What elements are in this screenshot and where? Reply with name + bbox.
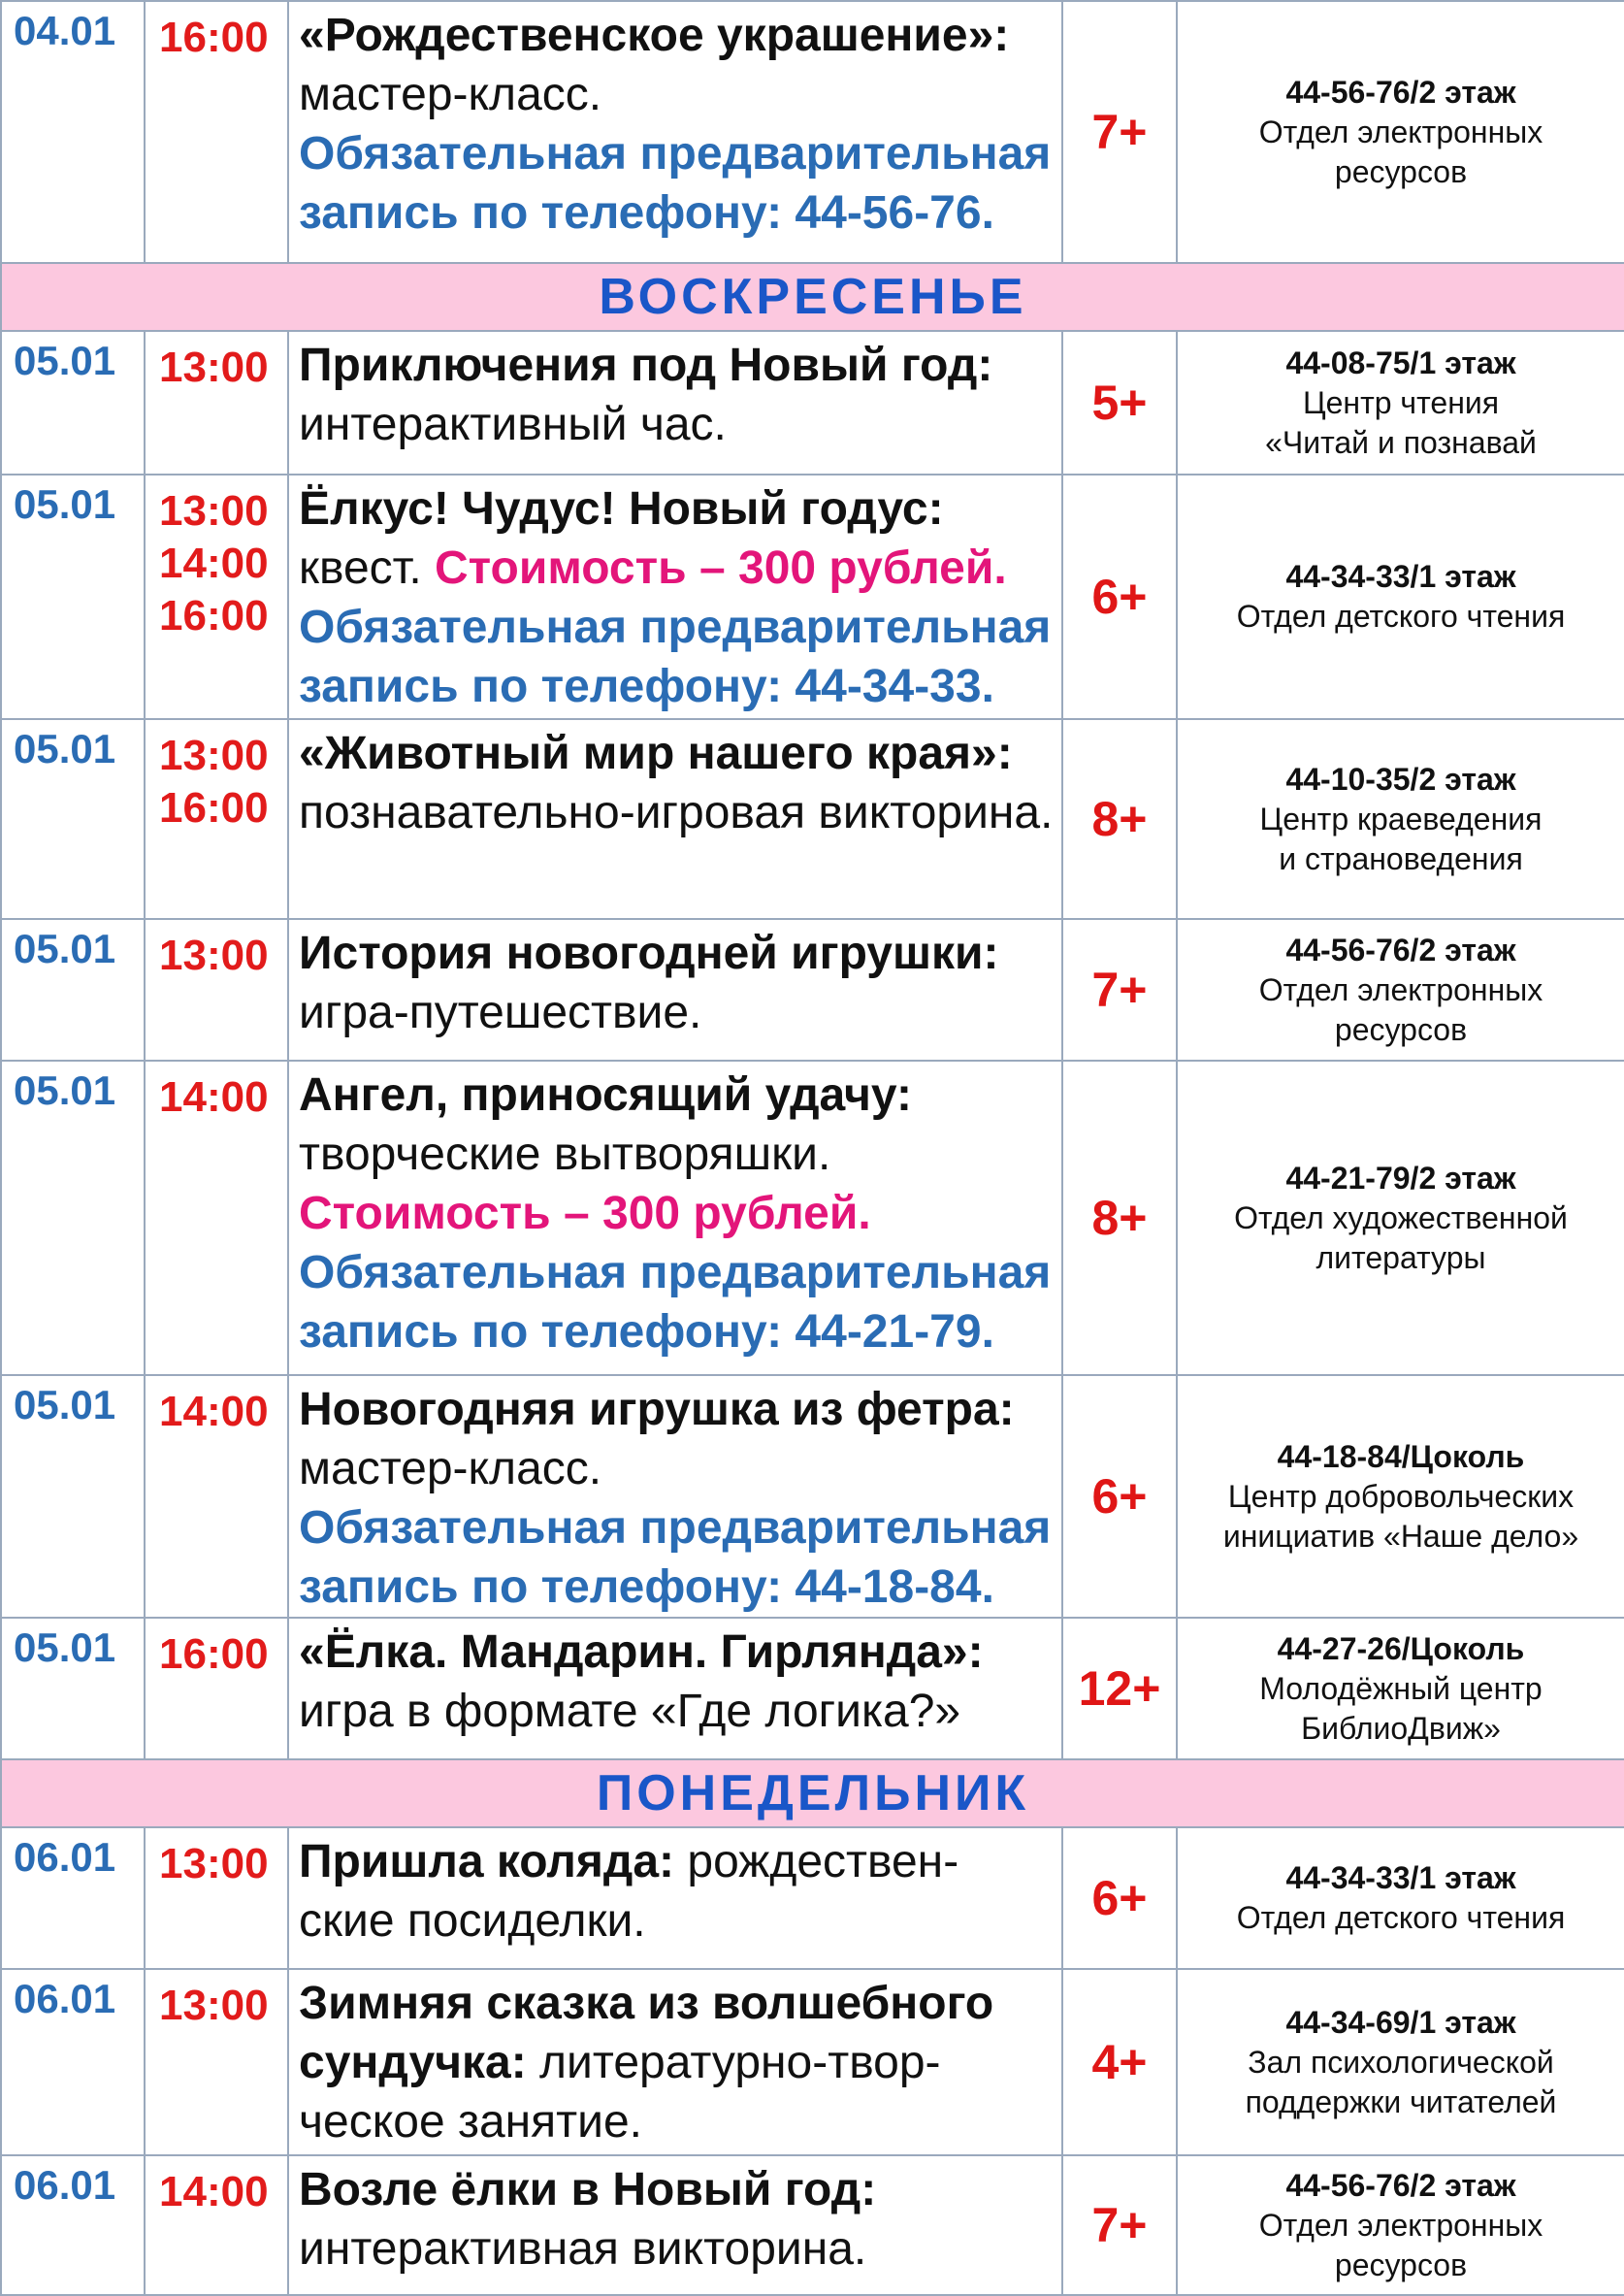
event-contact (1177, 1618, 1624, 1759)
event-time: 14:00 (159, 2168, 269, 2215)
event-date: 05.01 (1, 919, 145, 1061)
event-time: 16:00 (159, 14, 269, 61)
department-name: Отдел детского чтения (1236, 1900, 1566, 1935)
event-date: 06.01 (1, 1969, 145, 2155)
event-format: рождествен-ские посиделки. (299, 1836, 959, 1947)
day-header-row (1, 1759, 1624, 1827)
age-rating: 7+ (1062, 1, 1177, 263)
event-format: познавательно-игровая викторина. (299, 787, 1054, 838)
contact-phone: 44-56-76/2 этаж (1285, 74, 1516, 110)
event-price: Стоимость – 300 рублей. (435, 542, 1007, 594)
event-contact (1177, 1969, 1624, 2155)
contact-phone: 44-34-69/1 этаж (1285, 2004, 1516, 2040)
age-rating: 4+ (1062, 1969, 1177, 2155)
event-description (288, 1618, 1062, 1759)
event-contact (1177, 1, 1624, 263)
event-description (288, 475, 1062, 719)
event-date: 04.01 (1, 1, 145, 263)
age-rating: 8+ (1062, 1061, 1177, 1375)
event-times (145, 1969, 288, 2155)
event-description (288, 1375, 1062, 1618)
event-times (145, 1375, 288, 1618)
event-contact (1177, 1375, 1624, 1618)
event-title: Ёлкус! Чудус! Новый годус: (299, 483, 944, 535)
event-title: Новогодняя игрушка из фетра: (299, 1384, 1015, 1435)
department-name: Центр добровольческих инициатив «Наше дело» (1222, 1478, 1579, 1554)
event-row (1, 1375, 1624, 1618)
event-times (145, 2155, 288, 2295)
contact-phone: 44-34-33/1 этаж (1285, 559, 1516, 594)
event-title: «Ёлка. Мандарин. Гирлянда»: (299, 1626, 984, 1678)
department-name: Отдел художественной литературы (1234, 1199, 1568, 1275)
event-row (1, 919, 1624, 1061)
event-date: 06.01 (1, 2155, 145, 2295)
event-title: Приключения под Новый год: (299, 340, 993, 391)
department-name: Молодёжный центр БиблиоДвиж» (1259, 1670, 1543, 1746)
event-times (145, 475, 288, 719)
event-time: 13:00 (159, 732, 269, 779)
event-contact (1177, 331, 1624, 475)
event-date: 05.01 (1, 1061, 145, 1375)
event-description (288, 719, 1062, 919)
event-format: игра-путешествие. (299, 987, 702, 1038)
day-header-row (1, 263, 1624, 331)
event-date: 05.01 (1, 719, 145, 919)
department-name: Центр краеведения и страноведения (1259, 801, 1543, 876)
age-rating: 6+ (1062, 475, 1177, 719)
event-contact (1177, 719, 1624, 919)
department-name: Центр чтения «Читай и познавай (1265, 384, 1537, 460)
event-row (1, 475, 1624, 719)
event-description (288, 1827, 1062, 1969)
age-rating: 6+ (1062, 1827, 1177, 1969)
contact-phone: 44-21-79/2 этаж (1285, 1160, 1516, 1196)
event-time: 14:00 (159, 1073, 269, 1121)
event-format: литературно-твор-ческое занятие. (299, 2037, 941, 2148)
event-description (288, 1969, 1062, 2155)
event-row (1, 1969, 1624, 2155)
event-title: Ангел, приносящий удачу: (299, 1069, 912, 1121)
event-times (145, 1061, 288, 1375)
event-time: 13:00 (159, 1982, 269, 2029)
event-contact (1177, 1061, 1624, 1375)
event-row (1, 1061, 1624, 1375)
event-times (145, 331, 288, 475)
event-description (288, 1, 1062, 263)
event-contact (1177, 1827, 1624, 1969)
event-date: 05.01 (1, 1375, 145, 1618)
event-row (1, 1, 1624, 263)
event-format: творческие вытворяшки. (299, 1129, 831, 1180)
event-row (1, 2155, 1624, 2295)
event-time: 16:00 (159, 784, 269, 832)
event-title: Зимняя сказка из волшебного сундучка: (299, 1978, 994, 2088)
event-row (1, 331, 1624, 475)
event-format: интерактивная викторина. (299, 2223, 867, 2275)
event-description (288, 331, 1062, 475)
event-time: 16:00 (159, 1630, 269, 1678)
contact-phone: 44-08-75/1 этаж (1285, 344, 1516, 380)
event-title: «Рождественское украшение»: (299, 10, 1010, 61)
event-date: 05.01 (1, 331, 145, 475)
contact-phone: 44-56-76/2 этаж (1285, 932, 1516, 968)
registration-note: Обязательная предварительная запись по телефону: 44-21-79. (299, 1247, 1052, 1358)
event-format: мастер-класс. (299, 1443, 602, 1494)
event-row (1, 719, 1624, 919)
event-date: 05.01 (1, 1618, 145, 1759)
event-times (145, 919, 288, 1061)
event-title: История новогодней игрушки: (299, 928, 999, 979)
contact-phone: 44-10-35/2 этаж (1285, 761, 1516, 797)
event-contact (1177, 475, 1624, 719)
event-date: 05.01 (1, 475, 145, 719)
age-rating: 5+ (1062, 331, 1177, 475)
event-time: 13:00 (159, 932, 269, 979)
department-name: Отдел электронных ресурсов (1258, 114, 1543, 189)
event-description (288, 1061, 1062, 1375)
contact-phone: 44-56-76/2 этаж (1285, 2167, 1516, 2203)
age-rating: 7+ (1062, 2155, 1177, 2295)
day-header: ВОСКРЕСЕНЬЕ (1, 263, 1624, 331)
department-name: Отдел детского чтения (1236, 599, 1566, 634)
event-times (145, 719, 288, 919)
event-format: квест. (299, 542, 422, 594)
event-title: Пришла коляда: (299, 1836, 675, 1887)
event-description (288, 919, 1062, 1061)
contact-phone: 44-27-26/Цоколь (1277, 1630, 1525, 1666)
event-contact (1177, 2155, 1624, 2295)
age-rating: 6+ (1062, 1375, 1177, 1618)
event-time: 13:00 (159, 487, 269, 535)
age-rating: 7+ (1062, 919, 1177, 1061)
event-time: 14:00 (159, 540, 269, 587)
event-format: игра в формате «Где логика?» (299, 1686, 961, 1737)
event-time: 13:00 (159, 344, 269, 391)
event-title: «Животный мир нашего края»: (299, 728, 1013, 779)
department-name: Зал психологической поддержки читателей (1245, 2044, 1557, 2119)
event-title: Возле ёлки в Новый год: (299, 2164, 877, 2215)
event-format: мастер-класс. (299, 69, 602, 120)
event-row (1, 1618, 1624, 1759)
event-format: интерактивный час. (299, 399, 727, 450)
event-time: 14:00 (159, 1388, 269, 1435)
event-times (145, 1827, 288, 1969)
registration-note: Обязательная предварительная запись по телефону: 44-56-76. (299, 128, 1052, 239)
event-time: 13:00 (159, 1840, 269, 1887)
event-date: 06.01 (1, 1827, 145, 1969)
registration-note: Обязательная предварительная запись по телефону: 44-34-33. (299, 602, 1052, 712)
event-times (145, 1618, 288, 1759)
event-contact (1177, 919, 1624, 1061)
contact-phone: 44-18-84/Цоколь (1277, 1438, 1525, 1474)
schedule-body (1, 1, 1624, 2295)
age-rating: 8+ (1062, 719, 1177, 919)
event-times (145, 1, 288, 263)
event-price: Стоимость – 300 рублей. (299, 1188, 871, 1239)
age-rating: 12+ (1062, 1618, 1177, 1759)
contact-phone: 44-34-33/1 этаж (1285, 1860, 1516, 1895)
day-header: ПОНЕДЕЛЬНИК (1, 1759, 1624, 1827)
event-description (288, 2155, 1062, 2295)
event-row (1, 1827, 1624, 1969)
registration-note: Обязательная предварительная запись по телефону: 44-18-84. (299, 1502, 1052, 1613)
department-name: Отдел электронных ресурсов (1258, 2207, 1543, 2282)
event-time: 16:00 (159, 592, 269, 640)
department-name: Отдел электронных ресурсов (1258, 971, 1543, 1047)
